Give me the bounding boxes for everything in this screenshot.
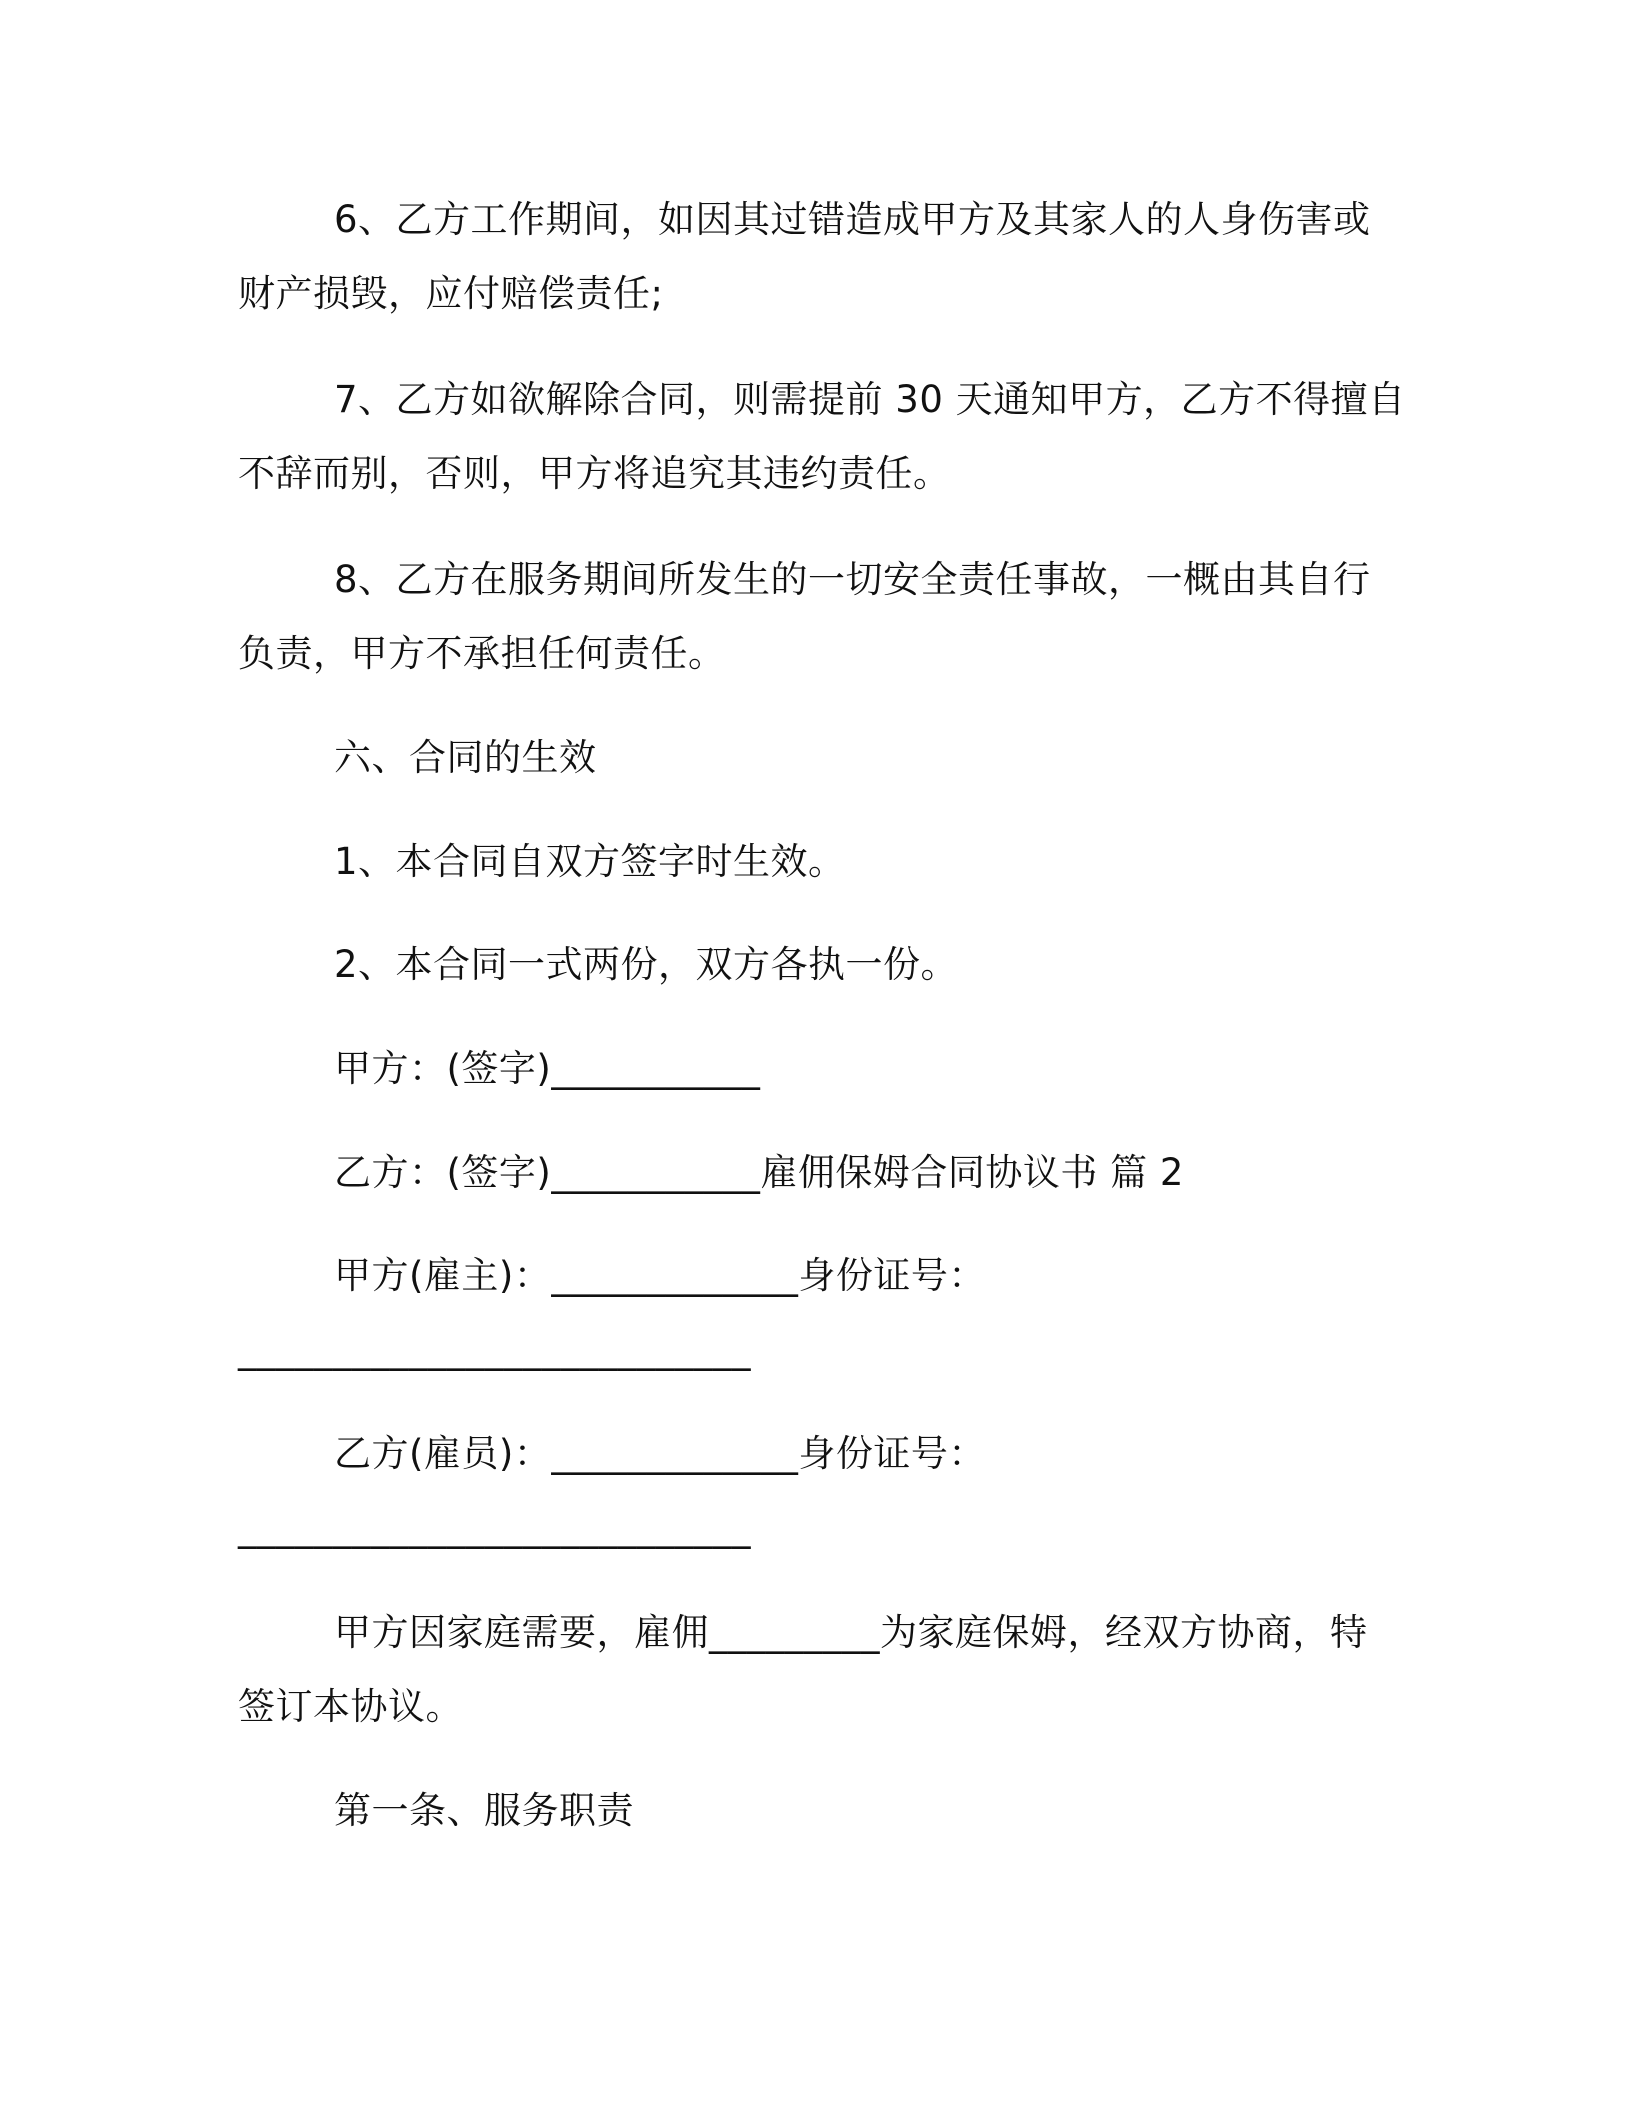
party-a-signature-line: 甲方：(签字)___________ (334, 1047, 761, 1090)
article-1-heading: 第一条、服务职责 (334, 1789, 634, 1832)
clause-8-line-1: 8、乙方在服务期间所发生的一切安全责任事故，一概由其自行 (334, 558, 1371, 601)
effect-item-2: 2、本合同一式两份，双方各执一份。 (334, 943, 959, 986)
clause-6-line-1: 6、乙方工作期间，如因其过错造成甲方及其家人的人身伤害或 (334, 198, 1371, 241)
preamble-line-1: 甲方因家庭需要，雇佣_________为家庭保姆，经双方协商，特 (334, 1611, 1368, 1654)
clause-6-line-2: 财产损毁，应付赔偿责任; (238, 272, 664, 315)
preamble-line-2: 签订本协议。 (238, 1685, 463, 1728)
employer-id-blank: ___________________________ (238, 1328, 751, 1371)
employer-id-line: 甲方(雇主)：_____________身份证号： (334, 1254, 986, 1297)
party-b-signature-line: 乙方：(签字)___________雇佣保姆合同协议书 篇 2 (334, 1151, 1184, 1194)
section-heading-contract-effect: 六、合同的生效 (334, 736, 597, 779)
clause-7-line-1: 7、乙方如欲解除合同，则需提前 30 天通知甲方，乙方不得擅自 (334, 378, 1406, 421)
clause-8-line-2: 负责，甲方不承担任何责任。 (238, 632, 726, 675)
employee-id-blank: ___________________________ (238, 1506, 751, 1549)
employee-id-line: 乙方(雇员)：_____________身份证号： (334, 1432, 986, 1475)
clause-7-line-2: 不辞而别，否则，甲方将追究其违约责任。 (238, 452, 951, 495)
effect-item-1: 1、本合同自双方签字时生效。 (334, 840, 846, 883)
